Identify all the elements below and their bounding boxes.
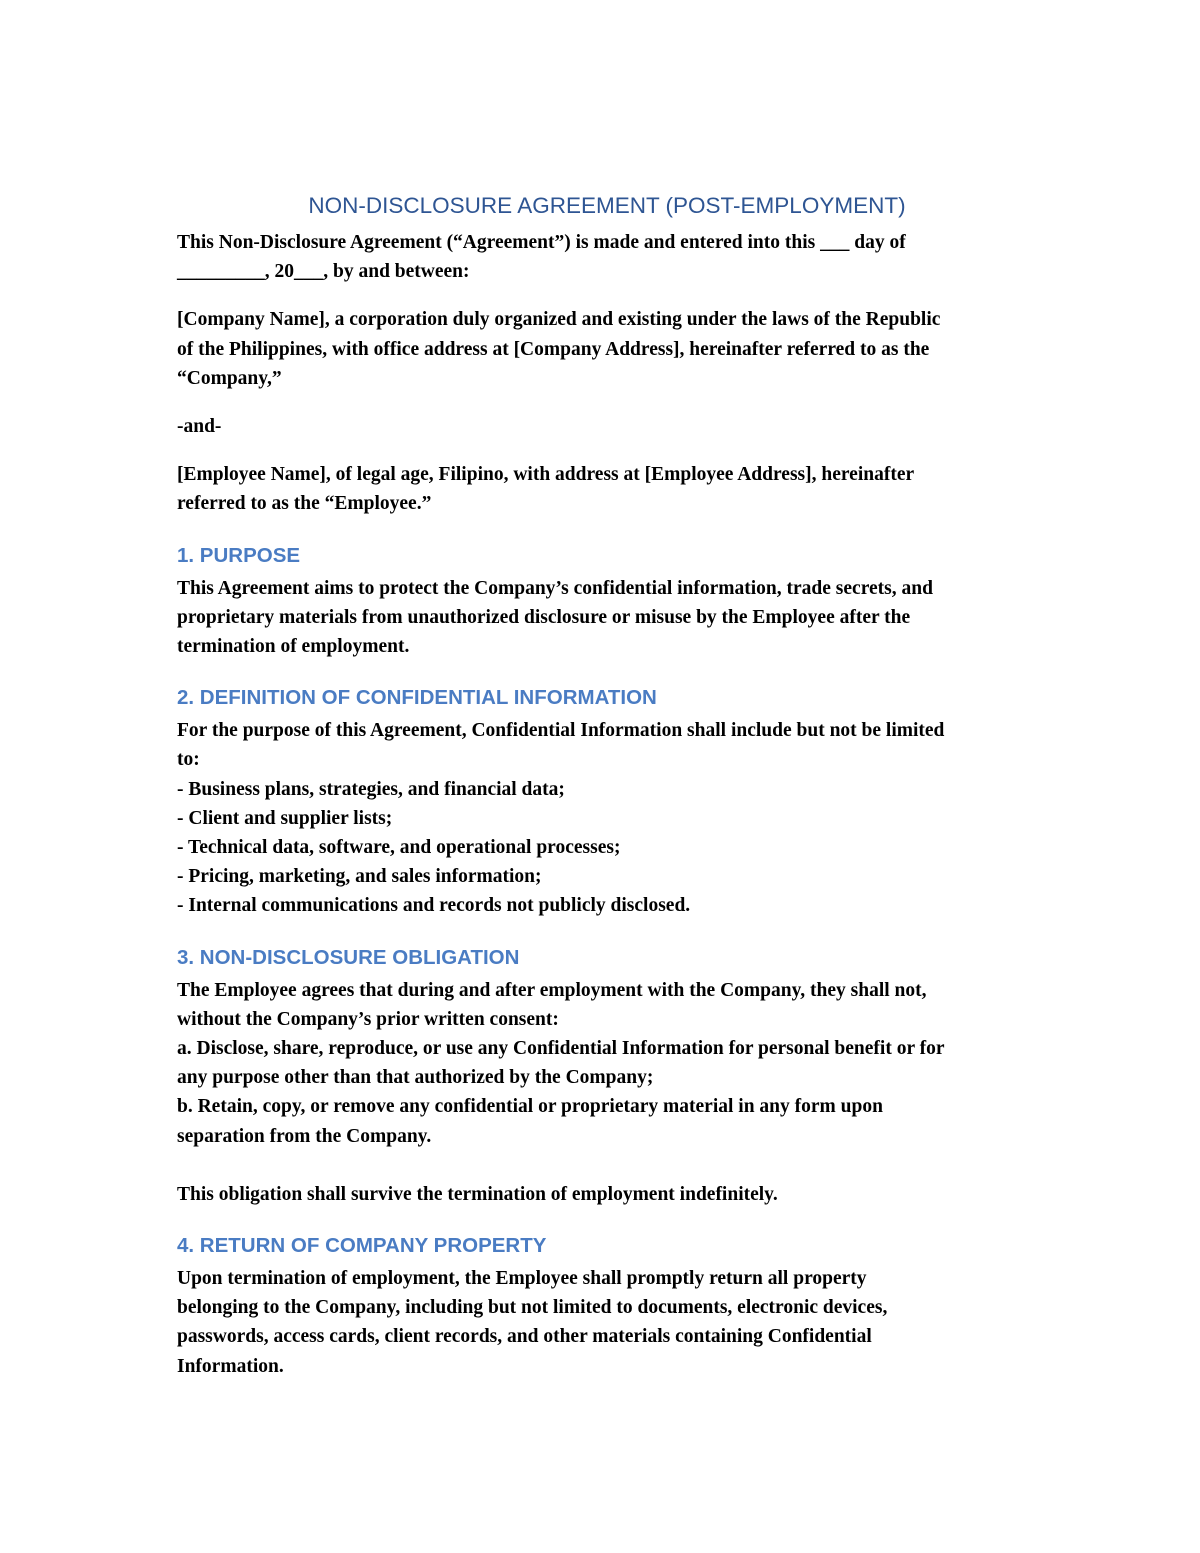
section-heading-return-property: 4. RETURN OF COMPANY PROPERTY [177, 1234, 547, 1258]
section-body-purpose [177, 574, 1037, 662]
employee-party-paragraph [177, 460, 1037, 518]
section-body-return-property [177, 1264, 1037, 1381]
company-party-line: of the Philippines, with office address at [Company Address], hereinafter referred to as the [177, 338, 930, 360]
employee-party-line: [Employee Name], of legal age, Filipino, with address at [Employee Address], hereinafter [177, 464, 915, 486]
section-line: This Agreement aims to protect the Company’s confidential information, trade secrets, and [177, 577, 933, 599]
list-item: - Technical data, software, and operational processes; [177, 837, 621, 859]
company-party-line: [Company Name], a corporation duly organized and existing under the laws of the Republic [177, 309, 941, 331]
intro-line: This Non-Disclosure Agreement (“Agreement”) is made and entered into this ___ day of [177, 232, 906, 253]
list-item: b. Retain, copy, or remove any confidential or proprietary material in any form upon [177, 1096, 883, 1118]
survival-clause: This obligation shall survive the termination of employment indefinitely. [177, 1183, 778, 1205]
section-heading-obligation: 3. NON-DISCLOSURE OBLIGATION [177, 945, 520, 969]
section-line: termination of employment. [177, 636, 410, 658]
section-line: to: [177, 749, 200, 771]
list-item: - Pricing, marketing, and sales information; [177, 866, 542, 888]
section-line: without the Company’s prior written consent: [177, 1008, 559, 1030]
document-title: NON-DISCLOSURE AGREEMENT (POST-EMPLOYMENT) [308, 193, 906, 218]
list-item: - Business plans, strategies, and financial data; [177, 778, 565, 800]
intro-paragraph [177, 228, 1037, 286]
employee-party-line: referred to as the “Employee.” [177, 493, 432, 515]
section-line: For the purpose of this Agreement, Confidential Information shall include but not be limited [177, 720, 945, 742]
company-party-line: “Company,” [177, 367, 282, 389]
section-line: Information. [177, 1355, 284, 1377]
section-line: belonging to the Company, including but not limited to documents, electronic devices, [177, 1297, 888, 1319]
intro-line: _________, 20___, by and between: [177, 261, 470, 283]
list-item: - Client and supplier lists; [177, 807, 393, 829]
blank-line [177, 1151, 1037, 1180]
document-body [177, 190, 1037, 1400]
section-body-definition [177, 716, 1037, 920]
list-item: a. Disclose, share, reproduce, or use any Confidential Information for personal benefit or for [177, 1038, 945, 1060]
list-item: any purpose other than that authorized by the Company; [177, 1067, 654, 1089]
section-line: Upon termination of employment, the Employee shall promptly return all property [177, 1268, 867, 1290]
section-line: passwords, access cards, client records, and other materials containing Confidential [177, 1326, 872, 1348]
company-party-paragraph [177, 305, 1037, 393]
section-line: proprietary materials from unauthorized disclosure or misuse by the Employee after the [177, 606, 911, 628]
section-line: The Employee agrees that during and after employment with the Company, they shall not, [177, 979, 927, 1001]
list-item: separation from the Company. [177, 1125, 432, 1147]
and-separator: -and- [177, 416, 222, 438]
section-body-obligation [177, 976, 1037, 1209]
section-heading-definition: 2. DEFINITION OF CONFIDENTIAL INFORMATION [177, 686, 657, 710]
list-item: - Internal communications and records not publicly disclosed. [177, 895, 691, 917]
section-heading-purpose: 1. PURPOSE [177, 543, 301, 567]
